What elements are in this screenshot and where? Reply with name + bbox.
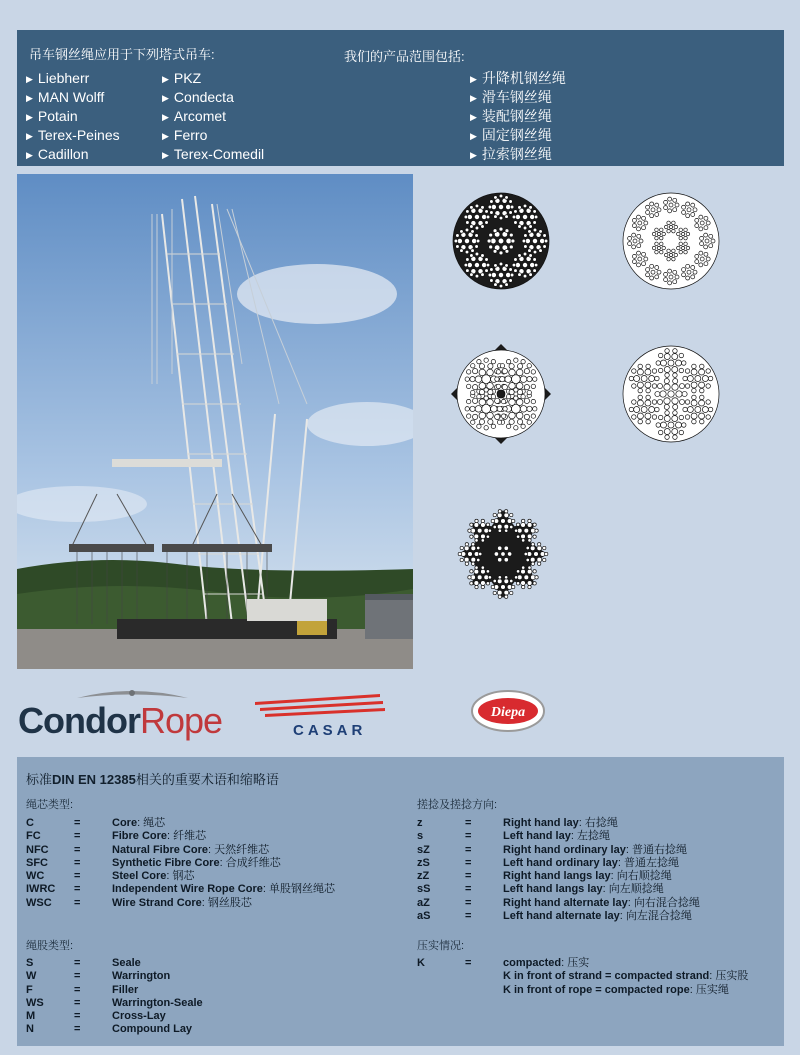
rope-section-multi-strand xyxy=(620,190,722,292)
strand-types-heading: 绳股类型: xyxy=(26,940,74,952)
crane-list-item: ▶ PKZ xyxy=(162,70,264,89)
term-abbreviation: M xyxy=(26,1010,36,1023)
crane-list-item: ▶ Liebherr xyxy=(26,70,120,89)
brand-logos xyxy=(0,680,800,750)
term-definition: K in front of strand = compacted strand: 压实股 xyxy=(503,970,749,983)
rope-section-6-strand-iwrc xyxy=(450,190,552,292)
term-equals: = xyxy=(465,910,472,923)
crane-list-2 xyxy=(162,70,264,165)
term-abbreviation: N xyxy=(26,1023,34,1036)
term-equals: = xyxy=(74,996,81,1009)
term-definition: Left hand ordinary lay: 普通左捻绳 xyxy=(503,856,680,869)
term-abbreviation: aS xyxy=(417,910,431,923)
term-abbreviation: z xyxy=(417,817,423,829)
term-row xyxy=(417,830,700,843)
term-abbreviation: s xyxy=(417,830,424,843)
term-definition: Left hand langs lay: 向左顺捻绳 xyxy=(503,883,664,896)
crane-list-item: ▶ MAN Wolff xyxy=(26,89,120,108)
term-abbreviation: WSC xyxy=(26,896,52,909)
term-equals xyxy=(465,984,503,997)
svg-text:Diepa: Diepa xyxy=(490,705,526,720)
term-equals: = xyxy=(74,843,81,856)
term-equals: = xyxy=(74,970,81,983)
term-abbreviation: aZ xyxy=(417,896,430,909)
term-equals: = xyxy=(465,817,472,829)
term-equals: = xyxy=(465,856,472,869)
term-equals: = xyxy=(465,896,472,909)
term-equals: = xyxy=(74,830,81,843)
term-row xyxy=(417,857,700,870)
term-row xyxy=(26,957,203,970)
lay-types-table xyxy=(417,817,700,923)
term-abbreviation: sS xyxy=(417,883,431,896)
diepa-logo xyxy=(470,689,546,733)
applications-heading: 吊车钢丝绳应用于下列塔式吊车: xyxy=(29,47,215,62)
term-definition: Compound Lay xyxy=(112,1023,193,1036)
term-equals: = xyxy=(74,817,81,829)
lay-types-heading: 搓捻及搓捻方向: xyxy=(417,799,498,811)
product-list-item: ▶ 装配钢丝绳 xyxy=(470,108,566,127)
crane-list-item: ▶ Condecta xyxy=(162,89,264,108)
term-definition: Steel Core: 钢芯 xyxy=(112,870,195,883)
crane-list-item: ▶ Cadillon xyxy=(26,146,120,165)
term-abbreviation xyxy=(417,984,465,997)
term-definition: Right hand lay: 右捻绳 xyxy=(503,817,618,829)
term-abbreviation: F xyxy=(26,983,33,996)
term-abbreviation: FC xyxy=(26,830,41,843)
term-abbreviation: WS xyxy=(26,996,44,1009)
product-list-item: ▶ 拉索钢丝绳 xyxy=(470,146,566,165)
term-abbreviation: C xyxy=(26,817,34,829)
term-row xyxy=(417,870,700,883)
term-definition: Left hand lay: 左捻绳 xyxy=(503,830,610,843)
core-types-heading: 绳芯类型: xyxy=(26,799,74,811)
term-definition: Right hand ordinary lay: 普通右捻绳 xyxy=(503,843,687,856)
term-definition: Filler xyxy=(112,983,139,996)
term-row xyxy=(417,957,748,970)
crane-list-item: ▶ Potain xyxy=(26,108,120,127)
term-definition: Core: 绳芯 xyxy=(112,817,166,829)
term-abbreviation: NFC xyxy=(26,843,49,856)
casar-logo-text: CASAR xyxy=(293,722,367,739)
term-definition: Right hand langs lay: 向右顺捻绳 xyxy=(503,870,672,883)
term-equals: = xyxy=(465,883,472,896)
term-equals: = xyxy=(465,957,472,969)
term-row xyxy=(417,897,700,910)
term-abbreviation: SFC xyxy=(26,856,48,869)
term-row xyxy=(26,1023,203,1036)
term-definition: Synthetic Fibre Core: 合成纤维芯 xyxy=(112,856,281,869)
rope-section-fibre-core xyxy=(620,343,722,445)
term-equals: = xyxy=(74,1010,81,1023)
term-row xyxy=(26,997,203,1010)
term-row xyxy=(417,984,748,997)
term-definition: Fibre Core: 纤维芯 xyxy=(112,830,207,843)
compaction-heading: 压实情况: xyxy=(417,940,465,952)
term-row xyxy=(26,857,335,870)
strand-types-table xyxy=(26,957,203,1037)
term-equals: = xyxy=(74,1023,81,1036)
term-abbreviation: sZ xyxy=(417,843,430,856)
crane-list-item: ▶ Ferro xyxy=(162,127,264,146)
term-abbreviation: W xyxy=(26,970,37,983)
rope-section-compacted xyxy=(453,504,553,604)
term-definition: Warrington-Seale xyxy=(112,996,203,1009)
product-list-item: ▶ 滑车钢丝绳 xyxy=(470,89,566,108)
term-abbreviation: S xyxy=(26,957,34,969)
term-equals: = xyxy=(465,830,472,843)
term-row xyxy=(417,883,700,896)
term-row xyxy=(417,910,700,923)
products-heading: 我们的产品范围包括: xyxy=(344,49,465,64)
term-definition: Right hand alternate lay: 向右混合捻绳 xyxy=(503,896,700,909)
term-definition: compacted: 压实 xyxy=(503,957,590,969)
term-definition: Wire Strand Core: 钢丝股芯 xyxy=(112,896,252,909)
term-definition: Left hand alternate lay: 向左混合捻绳 xyxy=(503,910,692,923)
term-equals: = xyxy=(465,870,472,883)
term-row xyxy=(26,817,335,830)
term-abbreviation xyxy=(417,970,465,983)
term-row xyxy=(26,844,335,857)
core-types-table xyxy=(26,817,335,910)
term-equals: = xyxy=(74,870,81,883)
term-equals: = xyxy=(465,843,472,856)
term-equals: = xyxy=(74,856,81,869)
term-row xyxy=(26,970,203,983)
term-definition: Warrington xyxy=(112,970,171,983)
terminology-panel xyxy=(17,757,784,1046)
condorrope-logo: CondorRope xyxy=(18,700,223,741)
term-abbreviation: zS xyxy=(417,856,430,869)
term-equals xyxy=(465,970,503,983)
term-definition: Natural Fibre Core: 天然纤维芯 xyxy=(112,843,270,856)
term-definition: K in front of rope = compacted rope: 压实绳 xyxy=(503,983,729,996)
casar-logo-icon xyxy=(255,692,385,722)
term-definition: Independent Wire Rope Core: 单股钢丝绳芯 xyxy=(112,883,335,896)
crane-list-item: ▶ Terex-Comedil xyxy=(162,146,264,165)
term-row xyxy=(26,1010,203,1023)
term-row xyxy=(26,830,335,843)
term-equals: = xyxy=(74,896,81,909)
crawler-crane-photo xyxy=(17,174,413,669)
term-row xyxy=(417,970,748,983)
term-abbreviation: IWRC xyxy=(26,883,56,896)
product-list-item: ▶ 升降机钢丝绳 xyxy=(470,70,566,89)
term-definition: Seale xyxy=(112,957,141,969)
crane-list-1 xyxy=(26,70,120,165)
term-row xyxy=(417,844,700,857)
term-equals: = xyxy=(74,883,81,896)
terminology-title: 标准DIN EN 12385相关的重要术语和缩略语 xyxy=(26,772,279,787)
compaction-table xyxy=(417,957,748,997)
term-abbreviation: WC xyxy=(26,870,45,883)
crane-application-panel xyxy=(17,30,784,166)
term-row xyxy=(26,897,335,910)
term-row xyxy=(26,883,335,896)
term-row xyxy=(417,817,700,830)
term-row xyxy=(26,870,335,883)
term-equals: = xyxy=(74,957,81,969)
term-equals: = xyxy=(74,983,81,996)
term-definition: Cross-Lay xyxy=(112,1010,166,1023)
product-list xyxy=(470,70,566,165)
term-row xyxy=(26,984,203,997)
term-abbreviation: zZ xyxy=(417,870,430,883)
product-list-item: ▶ 固定钢丝绳 xyxy=(470,127,566,146)
crane-list-item: ▶ Terex-Peines xyxy=(26,127,120,146)
term-abbreviation: K xyxy=(417,957,425,969)
rope-section-4-strand xyxy=(450,343,552,445)
crane-list-item: ▶ Arcomet xyxy=(162,108,264,127)
